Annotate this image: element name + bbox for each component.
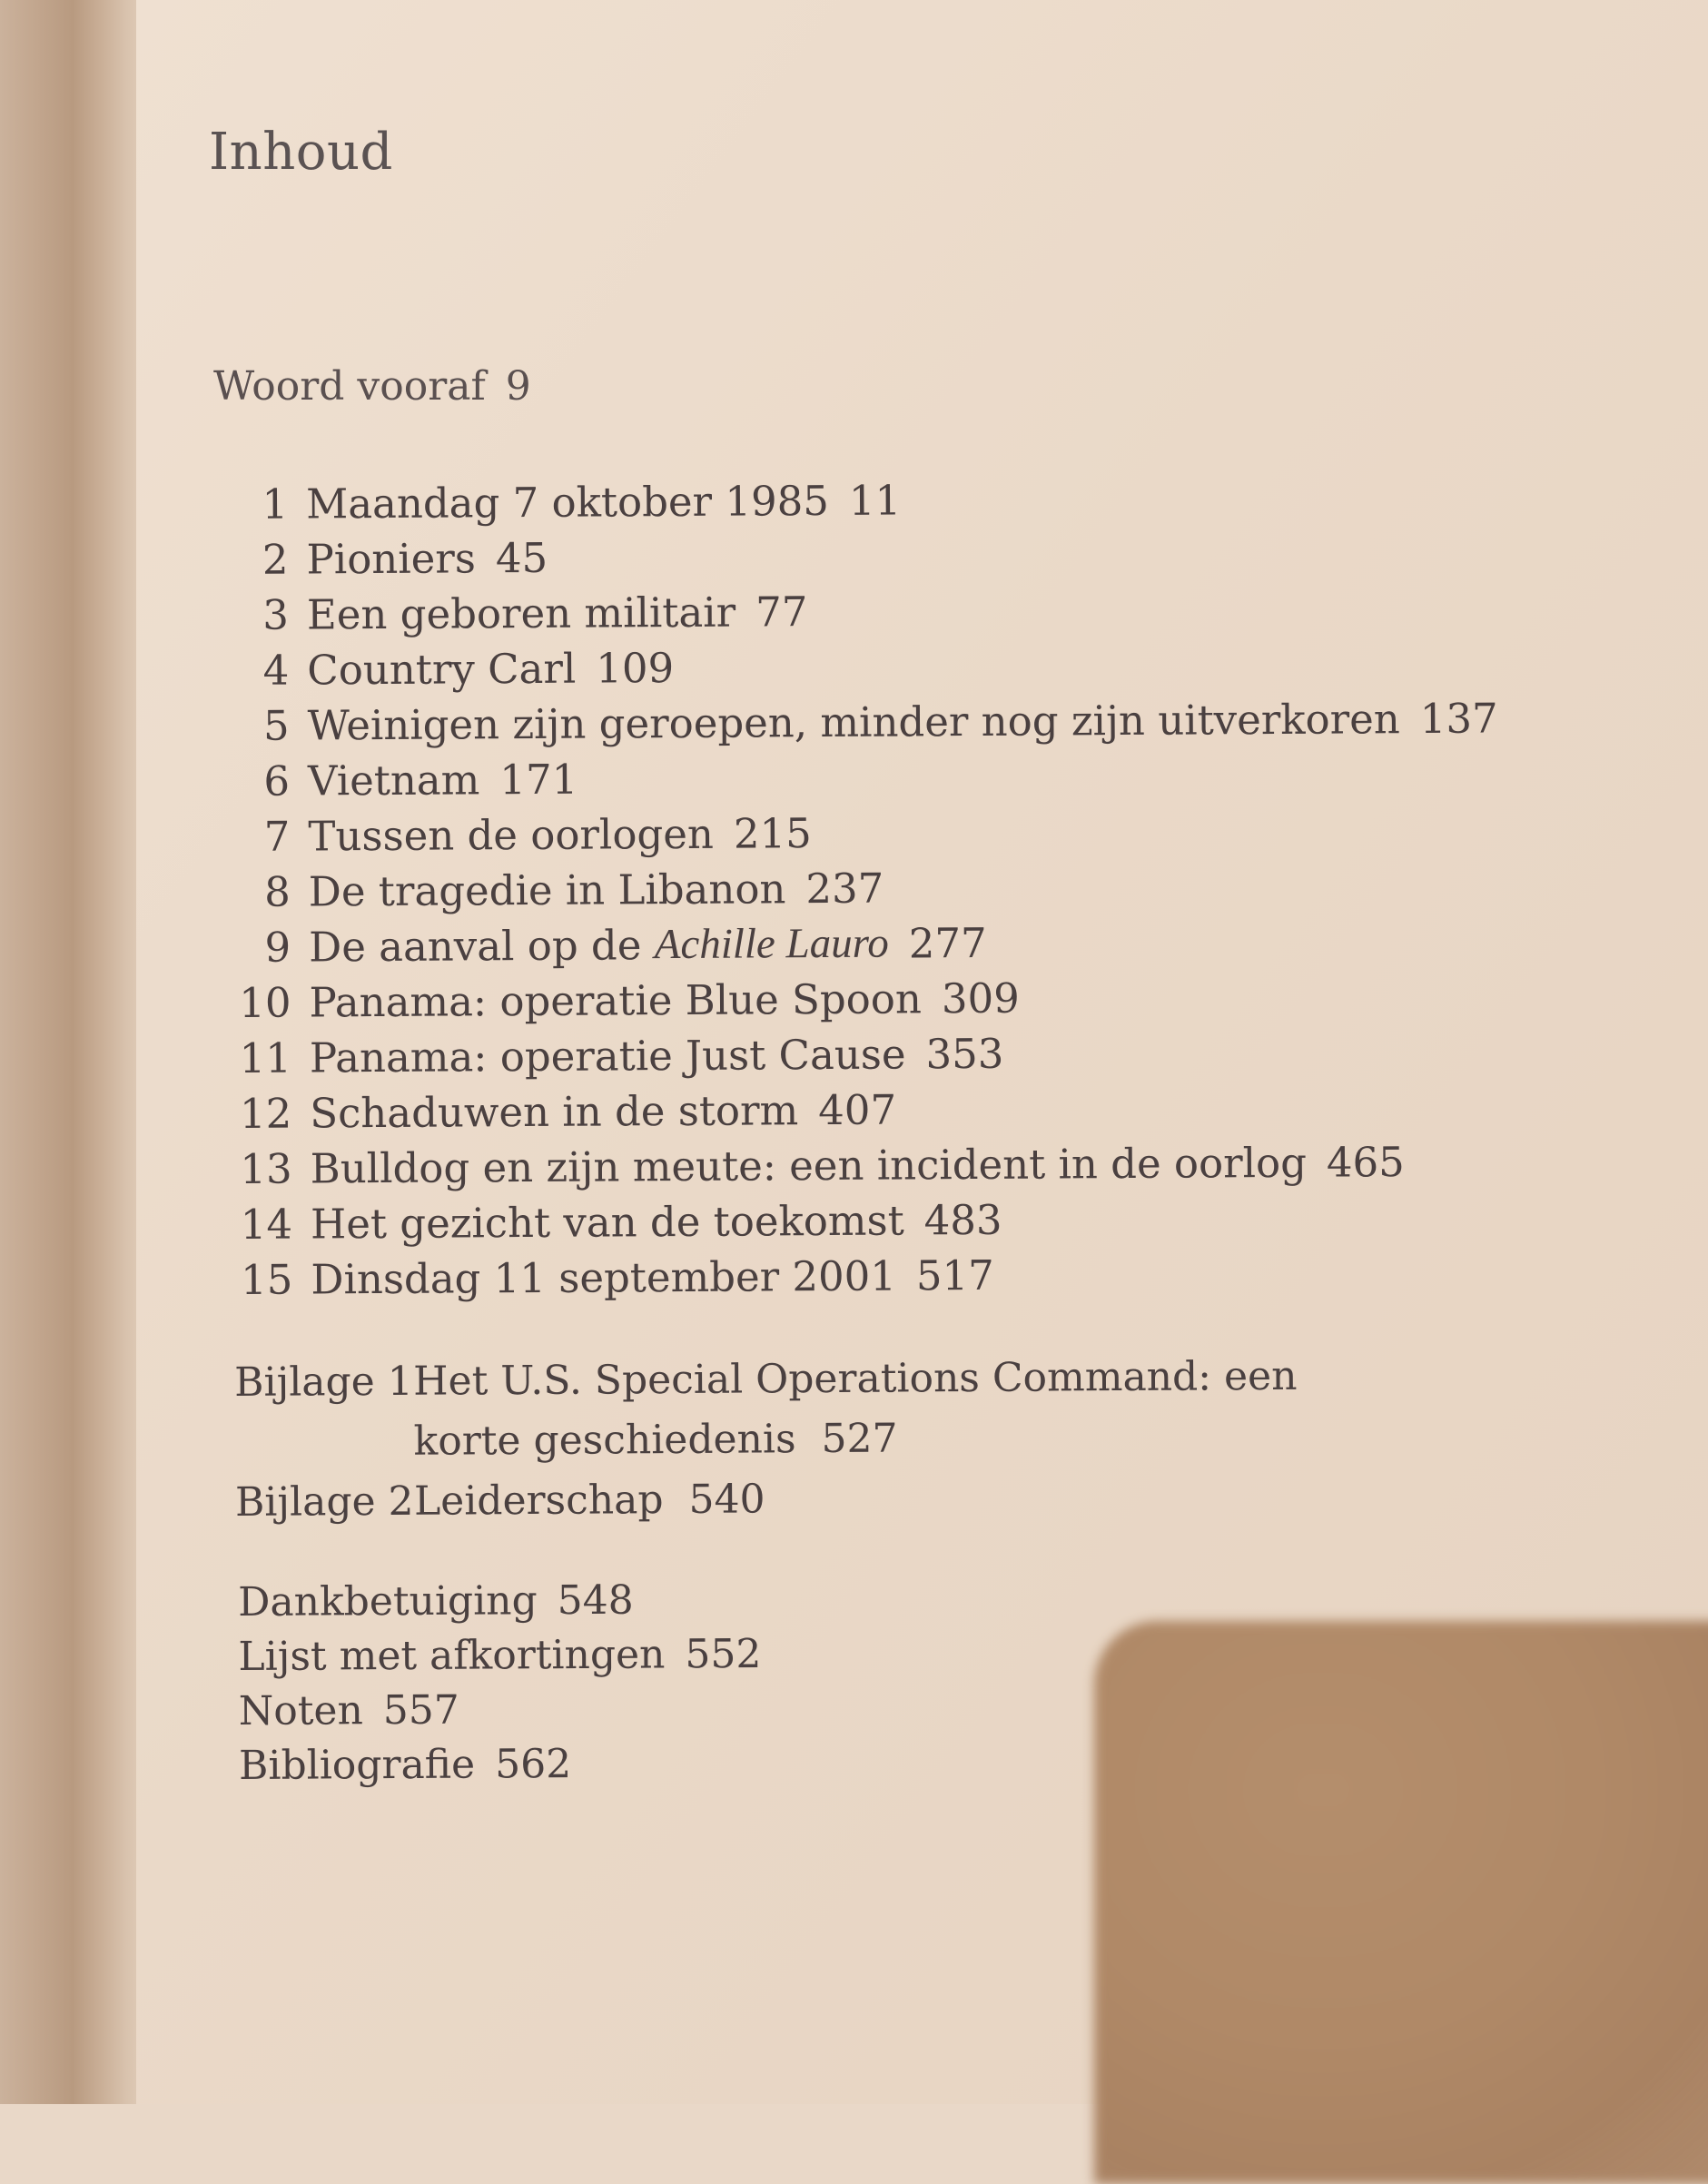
chapter-number: 8: [263, 867, 291, 916]
chapter-title: Het gezicht van de toekomst: [310, 1196, 904, 1249]
book-gutter: [0, 0, 154, 2104]
chapter-entry: [235, 1133, 1500, 1197]
appendix-title: Leiderschap: [413, 1477, 664, 1525]
chapter-title: Schaduwen in de storm: [310, 1086, 799, 1138]
chapter-number: 15: [240, 1255, 293, 1304]
hand-shadow: [1094, 1621, 1708, 2184]
chapter-number: 14: [240, 1200, 293, 1249]
chapter-entry: [234, 967, 1499, 1031]
chapter-number: 1: [262, 479, 289, 529]
back-matter-list: [238, 1573, 762, 1794]
chapter-page: 483: [923, 1195, 1002, 1245]
chapter-number: 4: [262, 646, 290, 695]
chapter-entry: [232, 469, 1496, 532]
back-matter-entry: [239, 1736, 762, 1794]
chapter-title: Dinsdag 11 september 2001: [311, 1251, 897, 1304]
chapter-page: 407: [818, 1085, 897, 1135]
chapter-page: 215: [733, 809, 812, 858]
chapter-title-italic: Achille Lauro: [654, 919, 889, 969]
appendix-entry: [235, 1466, 1413, 1533]
back-matter-entry: [238, 1627, 761, 1685]
chapter-entry: [234, 856, 1499, 920]
appendix-label: Bijlage 2: [234, 1477, 414, 1526]
chapter-entry: [235, 1023, 1500, 1086]
back-matter-title: Noten: [238, 1687, 363, 1734]
chapter-page: 353: [925, 1029, 1004, 1079]
chapter-entry: [233, 801, 1498, 865]
appendix-page: 527: [821, 1415, 898, 1463]
back-matter-page: 557: [382, 1686, 459, 1734]
chapter-title: Panama: operatie Blue Spoon: [309, 974, 923, 1027]
appendix-text: [413, 1346, 1413, 1472]
back-matter-title: Dankbetuiging: [238, 1577, 538, 1626]
chapter-title: Weinigen zijn geroepen, minder nog zijn uitverkoren: [307, 695, 1400, 750]
chapter-title-prefix: De aanval op de: [309, 921, 642, 972]
chapter-number: 13: [240, 1144, 292, 1193]
chapter-entry: [232, 579, 1497, 643]
chapter-number: 2: [262, 535, 289, 584]
back-matter-page: 562: [494, 1741, 572, 1788]
chapter-page: 517: [915, 1250, 995, 1300]
appendix-text: [414, 1466, 1413, 1532]
chapter-number: 7: [263, 812, 291, 861]
chapter-page: 45: [495, 533, 548, 583]
appendix-title: Het U.S. Special Operations Command: een korte geschiedenis: [413, 1352, 1298, 1465]
chapter-title: Panama: operatie Just Cause: [309, 1030, 906, 1082]
chapter-page: 77: [755, 588, 808, 637]
chapter-title: Tussen de oorlogen: [308, 809, 715, 861]
back-matter-page: 552: [685, 1630, 762, 1678]
chapter-number: 9: [264, 923, 291, 972]
chapter-title: Pioniers: [306, 534, 477, 584]
chapter-number: 11: [239, 1033, 292, 1082]
chapter-title: Maandag 7 oktober 1985: [306, 476, 830, 529]
chapter-page: 109: [596, 644, 675, 693]
preface-label: Woord vooraf: [213, 363, 486, 410]
chapter-page: 237: [805, 864, 884, 914]
page-title: Inhoud: [209, 123, 393, 182]
chapter-entry: [236, 1244, 1501, 1308]
back-matter-title: Lijst met afkortingen: [238, 1631, 666, 1680]
chapter-entry: [232, 635, 1497, 698]
chapter-entry: [232, 690, 1497, 754]
chapter-title: Vietnam: [307, 756, 480, 805]
appendix-list: [234, 1346, 1413, 1533]
chapter-page: 277: [908, 918, 987, 968]
back-matter-entry: [239, 1682, 762, 1739]
chapter-page: 171: [499, 755, 578, 805]
chapter-number: 6: [263, 756, 291, 805]
chapter-number: 5: [262, 701, 290, 750]
chapter-title: Bulldog en zijn meute: een incident in de oorlog: [310, 1138, 1308, 1193]
back-matter-entry: [238, 1573, 761, 1630]
chapter-entry: [236, 1189, 1501, 1252]
preface-entry: [213, 363, 531, 410]
back-matter-title: Bibliografie: [238, 1741, 476, 1789]
chapter-entry: [234, 912, 1499, 975]
back-matter-page: 548: [557, 1576, 634, 1625]
chapter-number: 10: [239, 978, 291, 1027]
chapter-page: 137: [1419, 694, 1498, 744]
appendix-entry: [234, 1346, 1413, 1473]
preface-page: 9: [505, 363, 531, 410]
chapter-number: 12: [239, 1089, 292, 1138]
appendix-page: 540: [688, 1476, 765, 1523]
chapter-title: Country Carl: [307, 644, 577, 695]
chapter-title: Een geboren militair: [306, 588, 736, 639]
chapter-page: 309: [941, 973, 1020, 1023]
appendix-label: Bijlage 1: [234, 1358, 413, 1406]
chapter-page: 11: [848, 476, 902, 525]
chapter-entry: [233, 746, 1498, 809]
chapter-entry: [235, 1078, 1500, 1141]
chapter-list: [232, 469, 1502, 1307]
chapter-title: De tragedie in Libanon: [308, 865, 786, 916]
chapter-number: 3: [262, 590, 290, 639]
chapter-page: 465: [1326, 1138, 1405, 1187]
chapter-entry: [232, 524, 1496, 588]
